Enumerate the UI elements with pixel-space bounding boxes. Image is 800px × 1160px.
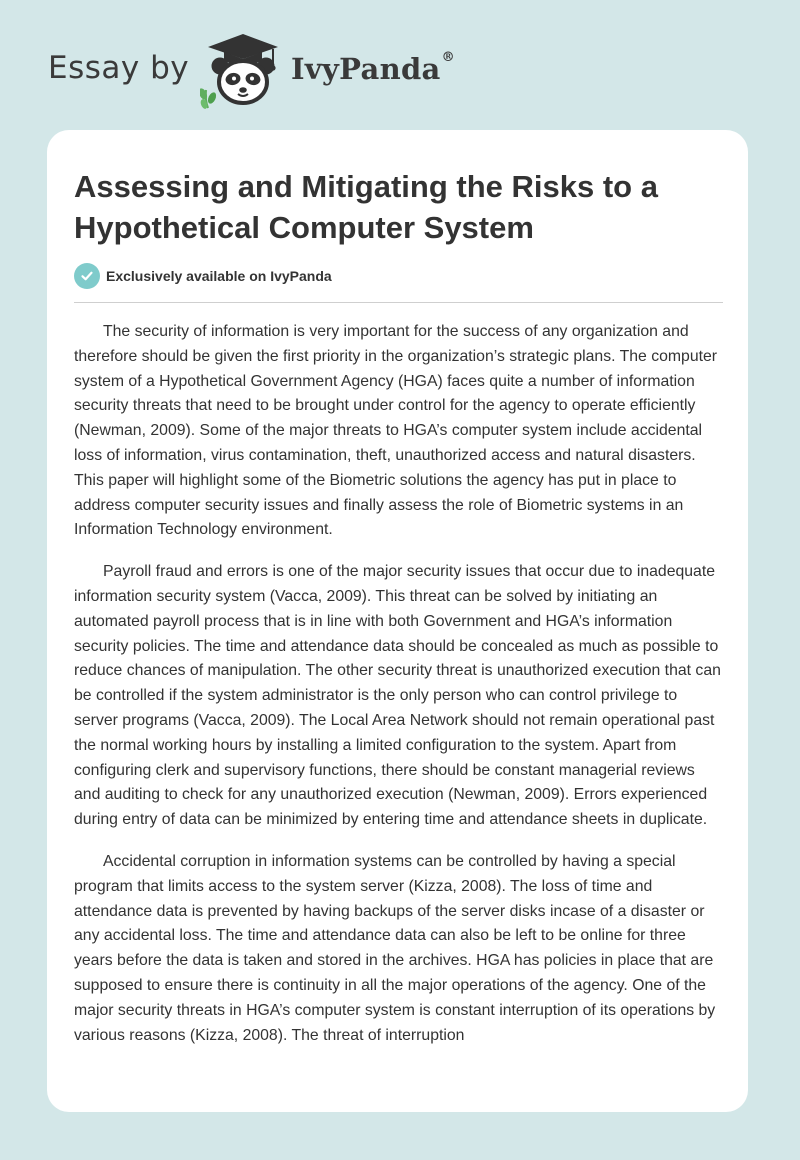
- paragraph: The security of information is very important for the success of any organization and therefore should be given the first priority in the organization’s strategic plans. The computer system of a Hypothetical Government Agency (HGA) faces quite a number of information security threats that need to be brought under control for the agency to operate efficiently (Newman, 2009). Some of the major threats to HGA’s computer system include accidental loss of information, virus contamination, theft, unauthorized access and natural disasters. This paper will highlight some of the Biometric solutions the agency has put in place to address computer security issues and finally assess the role of Biometric systems in an Information Technology environment.: [74, 323, 718, 539]
- brand-name[interactable]: [291, 52, 455, 86]
- essay-by-label: Essay by: [48, 50, 190, 86]
- check-icon: [74, 263, 100, 289]
- availability-text: Exclusively available on IvyPanda: [106, 268, 332, 284]
- essay-body: [74, 320, 724, 1065]
- divider: [74, 302, 723, 303]
- availability-badge: [74, 263, 332, 289]
- essay-title: Assessing and Mitigating the Risks to a Hypothetical Computer System: [74, 169, 658, 245]
- essay-card: [47, 130, 748, 1112]
- site-header: [48, 30, 468, 110]
- brand-text: IvyPanda: [291, 52, 441, 86]
- paragraph: Accidental corruption in information systems can be controlled by having a special program that limits access to the system server (Kizza, 2008). The loss of time and attendance data is prevented by having backups of the server disks incase of a disaster or any accidental loss. The time and attendance data can also be left to be online for three years before the data is taken and stored in the archives. HGA has policies in place that are supposed to ensure there is continuity in all the major operations of the agency. One of the major security threats in HGA’s computer system is constant interruption of its operations by various reasons (Kizza, 2008). The threat of interruption: [74, 852, 716, 1044]
- panda-graduate-icon[interactable]: [200, 30, 286, 110]
- paragraph: Payroll fraud and errors is one of the major security issues that occur due to inadequate information security system (Vacca, 2009). This threat can be solved by initiating an automated payroll process that is in line with both Government and HGA’s information security policies. The time and attendance data should be concealed as much as possible to reduce chances of manipulation. The other security threat is unauthorized execution that can be controlled if the system administrator is the only person who can control privilege to server programs (Vacca, 2009). The Local Area Network should not remain operational past the normal working hours by installing a limited configuration to the system. Apart from configuring clerk and supervisory functions, there should be constant managerial reviews and auditing to check for any unauthorized execution (Newman, 2009). Errors experienced during entry of data can be minimized by entering time and attendance sheets in duplicate.: [74, 563, 721, 829]
- registered-mark: ®: [441, 50, 455, 65]
